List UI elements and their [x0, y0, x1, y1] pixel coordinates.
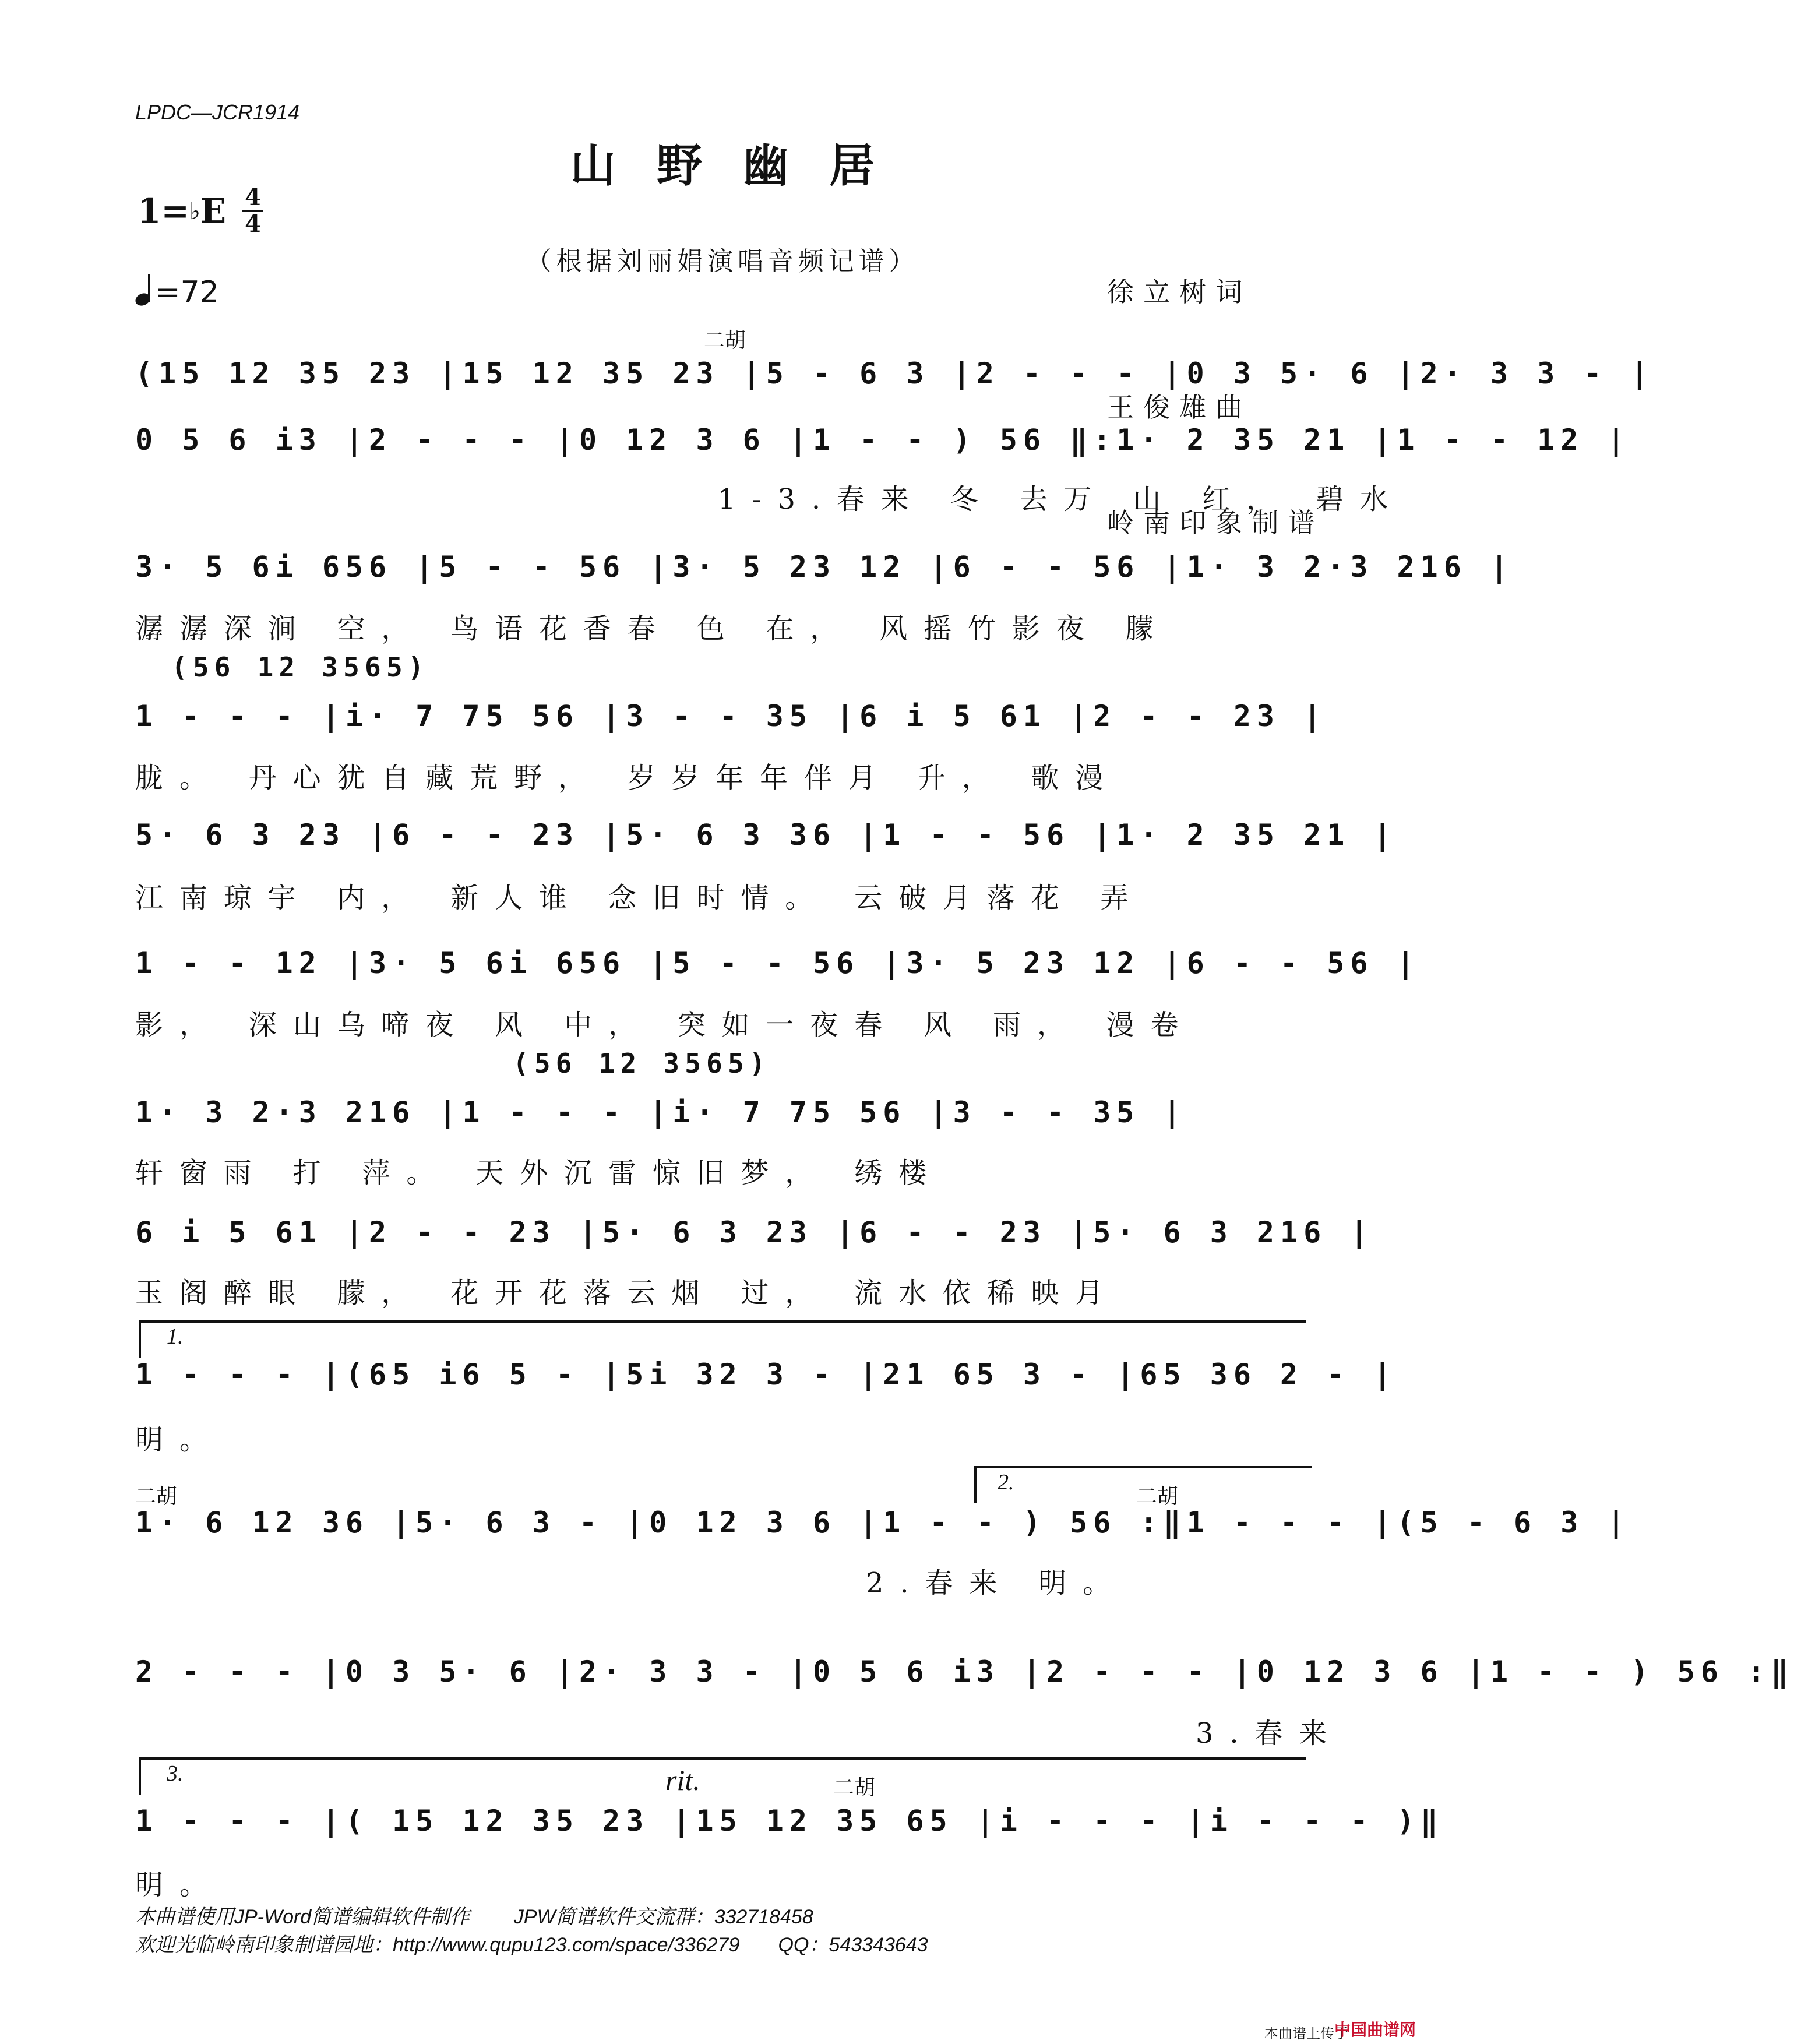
score-line-12: 1 - - - |( 15 12 35 23 |15 12 35 65 |i - - - |i - - - )‖: [135, 1804, 1444, 1838]
lyric-line-2: 潺潺深涧 空， 鸟语花香春 色 在， 风摇竹影夜 朦: [135, 612, 1170, 645]
time-top: 4: [245, 184, 261, 211]
score-line-4: 1 - - - |i· 7 75 56 |3 - - 35 |6 i 5 61 |2 - - 23 |: [135, 699, 1327, 733]
score-line-6: 1 - - 12 |3· 5 6i 656 |5 - - 56 |3· 5 23 12 |6 - - 56 |: [135, 946, 1421, 980]
lyric-line-8: 明。: [135, 1423, 224, 1456]
composer: 王俊雄曲: [1107, 392, 1252, 423]
lyric-line-4: 江南琼宇 内， 新人谁 念旧时情。 云破月落花 弄: [135, 882, 1145, 914]
score-line-7: 1· 3 2·3 216 |1 - - - |i· 7 75 56 |3 - - 35 |: [135, 1095, 1187, 1129]
lyric-line-9: 2.春来 明。: [866, 1567, 1127, 1599]
tempo-value: =72: [155, 275, 219, 310]
interlude-1: (56 12 3565): [171, 651, 429, 683]
lyric-line-5: 影， 深山乌啼夜 风 中， 突如一夜春 风 雨， 漫卷: [135, 1009, 1195, 1041]
score-line-1: (15 12 35 23 |15 12 35 23 |5 - 6 3 |2 - - - |0 3 5· 6 |2· 3 3 - |: [135, 357, 1654, 390]
lyric-line-10: 3.春来: [1196, 1717, 1344, 1750]
tempo-marking: [135, 275, 219, 310]
time-bottom: 4: [245, 210, 261, 238]
volta-3-label: 3.: [167, 1761, 184, 1786]
site-logo: 中国曲谱网: [1334, 2021, 1416, 2039]
lyricist: 徐立树词: [1107, 276, 1252, 308]
key-prefix: 1=: [138, 191, 189, 231]
instrument-label-4: 二胡: [833, 1776, 876, 1800]
rit-marking: rit.: [665, 1764, 700, 1796]
score-line-2: 0 5 6 i3 |2 - - - |0 12 3 6 |1 - - ) 56 ‖:1· 2 35 21 |1 - - 12 |: [135, 423, 1631, 457]
flat-icon: ♭: [189, 197, 200, 225]
volta-1-bracket: [139, 1320, 1306, 1358]
footer-line-2: 欢迎光临岭南印象制谱园地：http://www.qupu123.com/space/336279 QQ：543343643: [135, 1934, 928, 1956]
score-line-8: 6 i 5 61 |2 - - 23 |5· 6 3 23 |6 - - 23 |5· 6 3 216 |: [135, 1215, 1374, 1249]
lyric-line-3: 胧。 丹心犹自藏荒野， 岁岁年年伴月 升， 歌漫: [135, 762, 1120, 794]
score-line-10: 1· 6 12 36 |5· 6 3 - |0 12 3 6 |1 - - ) 56 :‖1 - - - |(5 - 6 3 |: [135, 1506, 1631, 1539]
volta-3-bracket: [139, 1757, 1306, 1795]
score-code: LPDC—JCR1914: [135, 100, 300, 124]
note-stem-icon: [148, 274, 150, 302]
song-title: 山野幽居: [570, 139, 916, 192]
upload-note: 本曲谱上传于: [1264, 2025, 1348, 2042]
interlude-2: (56 12 3565): [513, 1048, 771, 1079]
score-line-3: 3· 5 6i 656 |5 - - 56 |3· 5 23 12 |6 - - 56 |1· 3 2·3 216 |: [135, 550, 1514, 584]
key-note: E: [200, 191, 227, 231]
lyric-line-11: 明。: [135, 1869, 224, 1901]
volta-1-label: 1.: [167, 1324, 184, 1349]
lyric-line-1: 1-3.春来 冬 去万 山 红， 碧水: [718, 483, 1404, 516]
source-note: （根据刘丽娟演唱音频记谱）: [526, 246, 919, 276]
volta-2-label: 2.: [998, 1470, 1014, 1495]
lyric-line-6: 轩窗雨 打 萍。 天外沉雷惊旧梦， 绣楼: [135, 1157, 943, 1189]
instrument-label-2: 二胡: [135, 1485, 178, 1509]
key-signature: [138, 185, 263, 237]
score-line-11: 2 - - - |0 3 5· 6 |2· 3 3 - |0 5 6 i3 |2 - - - |0 12 3 6 |1 - - ) 56 :‖: [135, 1655, 1794, 1689]
instrument-label: 二胡: [704, 329, 746, 353]
score-line-5: 5· 6 3 23 |6 - - 23 |5· 6 3 36 |1 - - 56 |1· 2 35 21 |: [135, 818, 1397, 852]
arranger: 岭南印象制谱: [1107, 507, 1324, 538]
time-signature: [242, 185, 263, 237]
lyric-line-7: 玉阁醉眼 朦， 花开花落云烟 过， 流水依稀映月: [135, 1277, 1120, 1309]
score-line-9: 1 - - - |(65 i6 5 - |5i 32 3 - |21 65 3 - |65 36 2 - |: [135, 1358, 1397, 1391]
instrument-label-3: 二胡: [1136, 1485, 1179, 1509]
footer-line-1: 本曲谱使用JP-Word简谱编辑软件制作 JPW简谱软件交流群：332718458: [135, 1906, 813, 1928]
